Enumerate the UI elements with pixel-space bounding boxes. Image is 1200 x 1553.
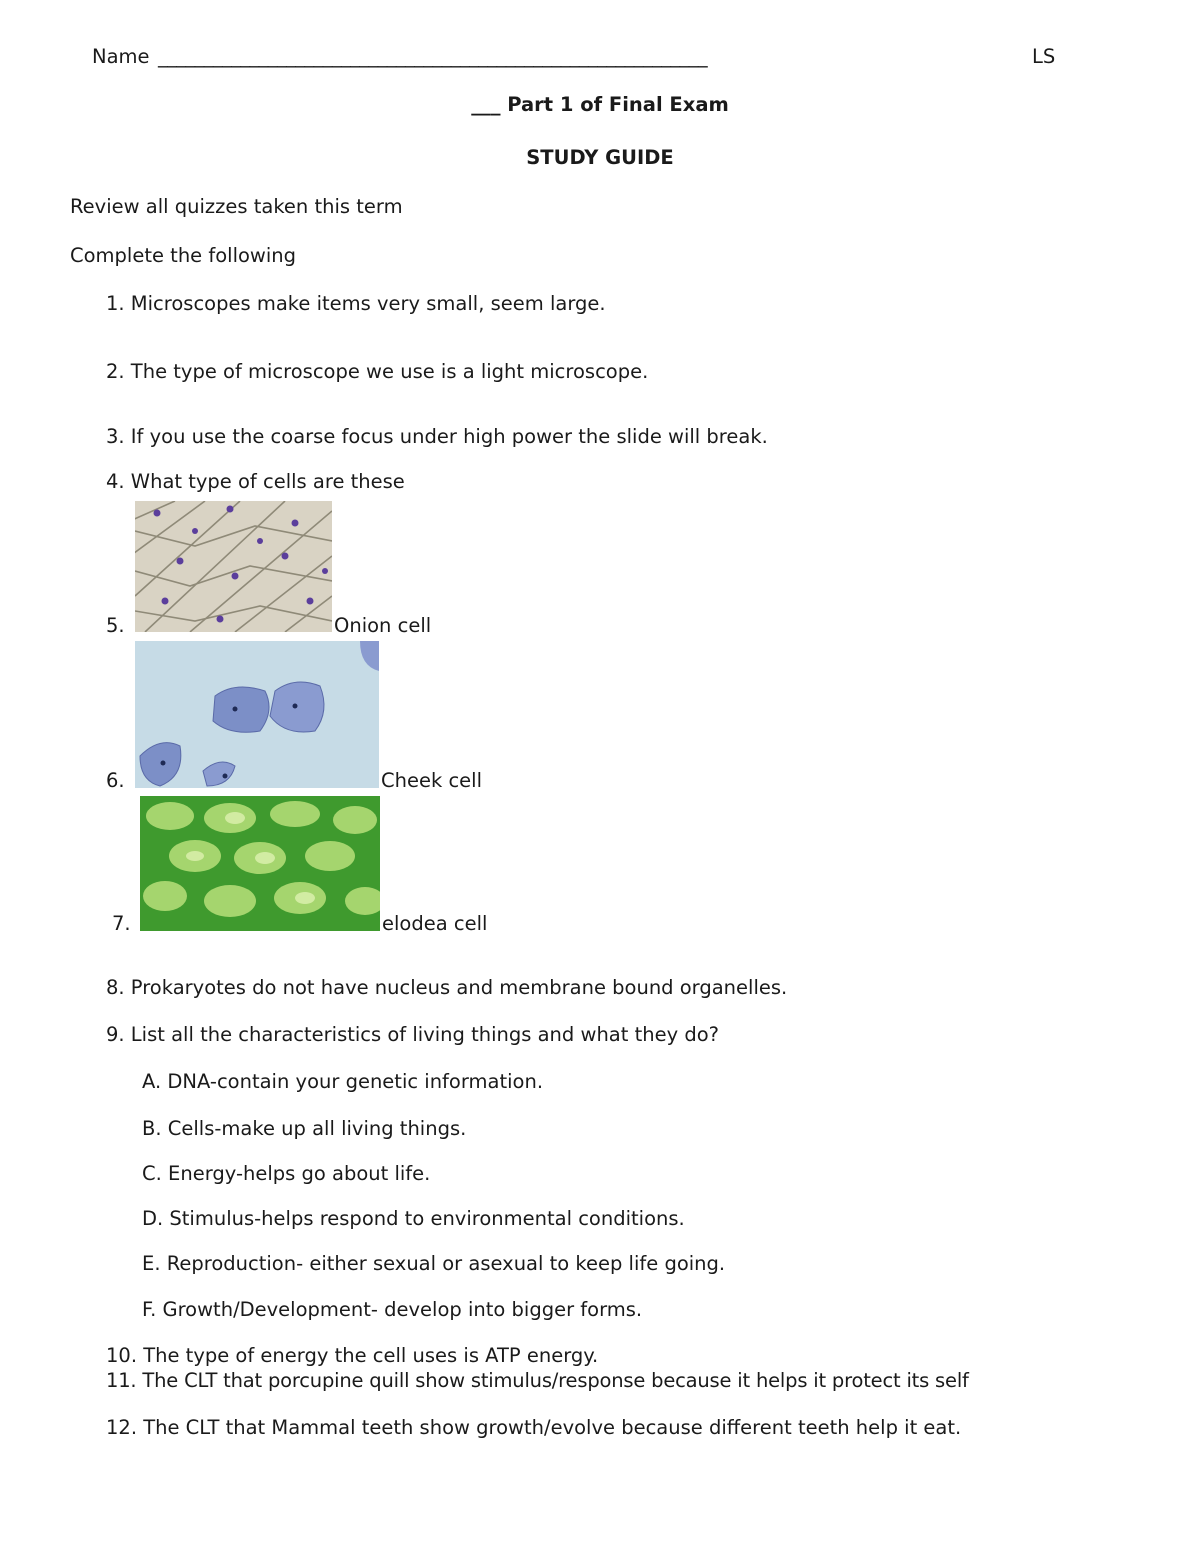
ls-label: LS [1032,45,1056,68]
cheek-cell-image [135,641,379,788]
question-9-item-d: D. Stimulus-helps respond to environmental conditions. [142,1207,685,1230]
question-9-item-f: F. Growth/Development- develop into bigger forms. [142,1298,643,1321]
question-3: 3. If you use the coarse focus under high power the slide will break. [106,425,768,448]
question-1: 1. Microscopes make items very small, seem large. [106,292,606,315]
question-9-item-c: C. Energy-helps go about life. [142,1162,431,1185]
question-6-label: Cheek cell [381,769,483,792]
question-4: 4. What type of cells are these [106,470,405,493]
question-9: 9. List all the characteristics of living things and what they do? [106,1023,719,1046]
question-6-number: 6. [106,769,125,792]
question-11: 11. The CLT that porcupine quill show stimulus/response because it helps it protect its self [106,1369,969,1392]
onion-cell-image [135,501,332,632]
question-9-item-a: A. DNA-contain your genetic information. [142,1070,544,1093]
question-5-label: Onion cell [334,614,432,637]
question-5-number: 5. [106,614,125,637]
name-label: Name [92,45,150,68]
question-8: 8. Prokaryotes do not have nucleus and membrane bound organelles. [106,976,788,999]
page-title: ___ Part 1 of Final Exam [471,93,729,116]
intro-complete: Complete the following [70,244,297,267]
question-2: 2. The type of microscope we use is a light microscope. [106,360,649,383]
question-7-label: elodea cell [382,912,488,935]
question-9-item-e: E. Reproduction- either sexual or asexual to keep life going. [142,1252,726,1275]
question-7-number: 7. [112,912,131,935]
page-subtitle: STUDY GUIDE [526,146,674,169]
question-10: 10. The type of energy the cell uses is ATP energy. [106,1344,599,1367]
question-12: 12. The CLT that Mammal teeth show growth/evolve because different teeth help it eat. [106,1416,962,1439]
elodea-cell-image [140,796,380,931]
question-9-item-b: B. Cells-make up all living things. [142,1117,467,1140]
name-blank: ____________________________________________________________ [158,45,708,68]
intro-review: Review all quizzes taken this term [70,195,403,218]
